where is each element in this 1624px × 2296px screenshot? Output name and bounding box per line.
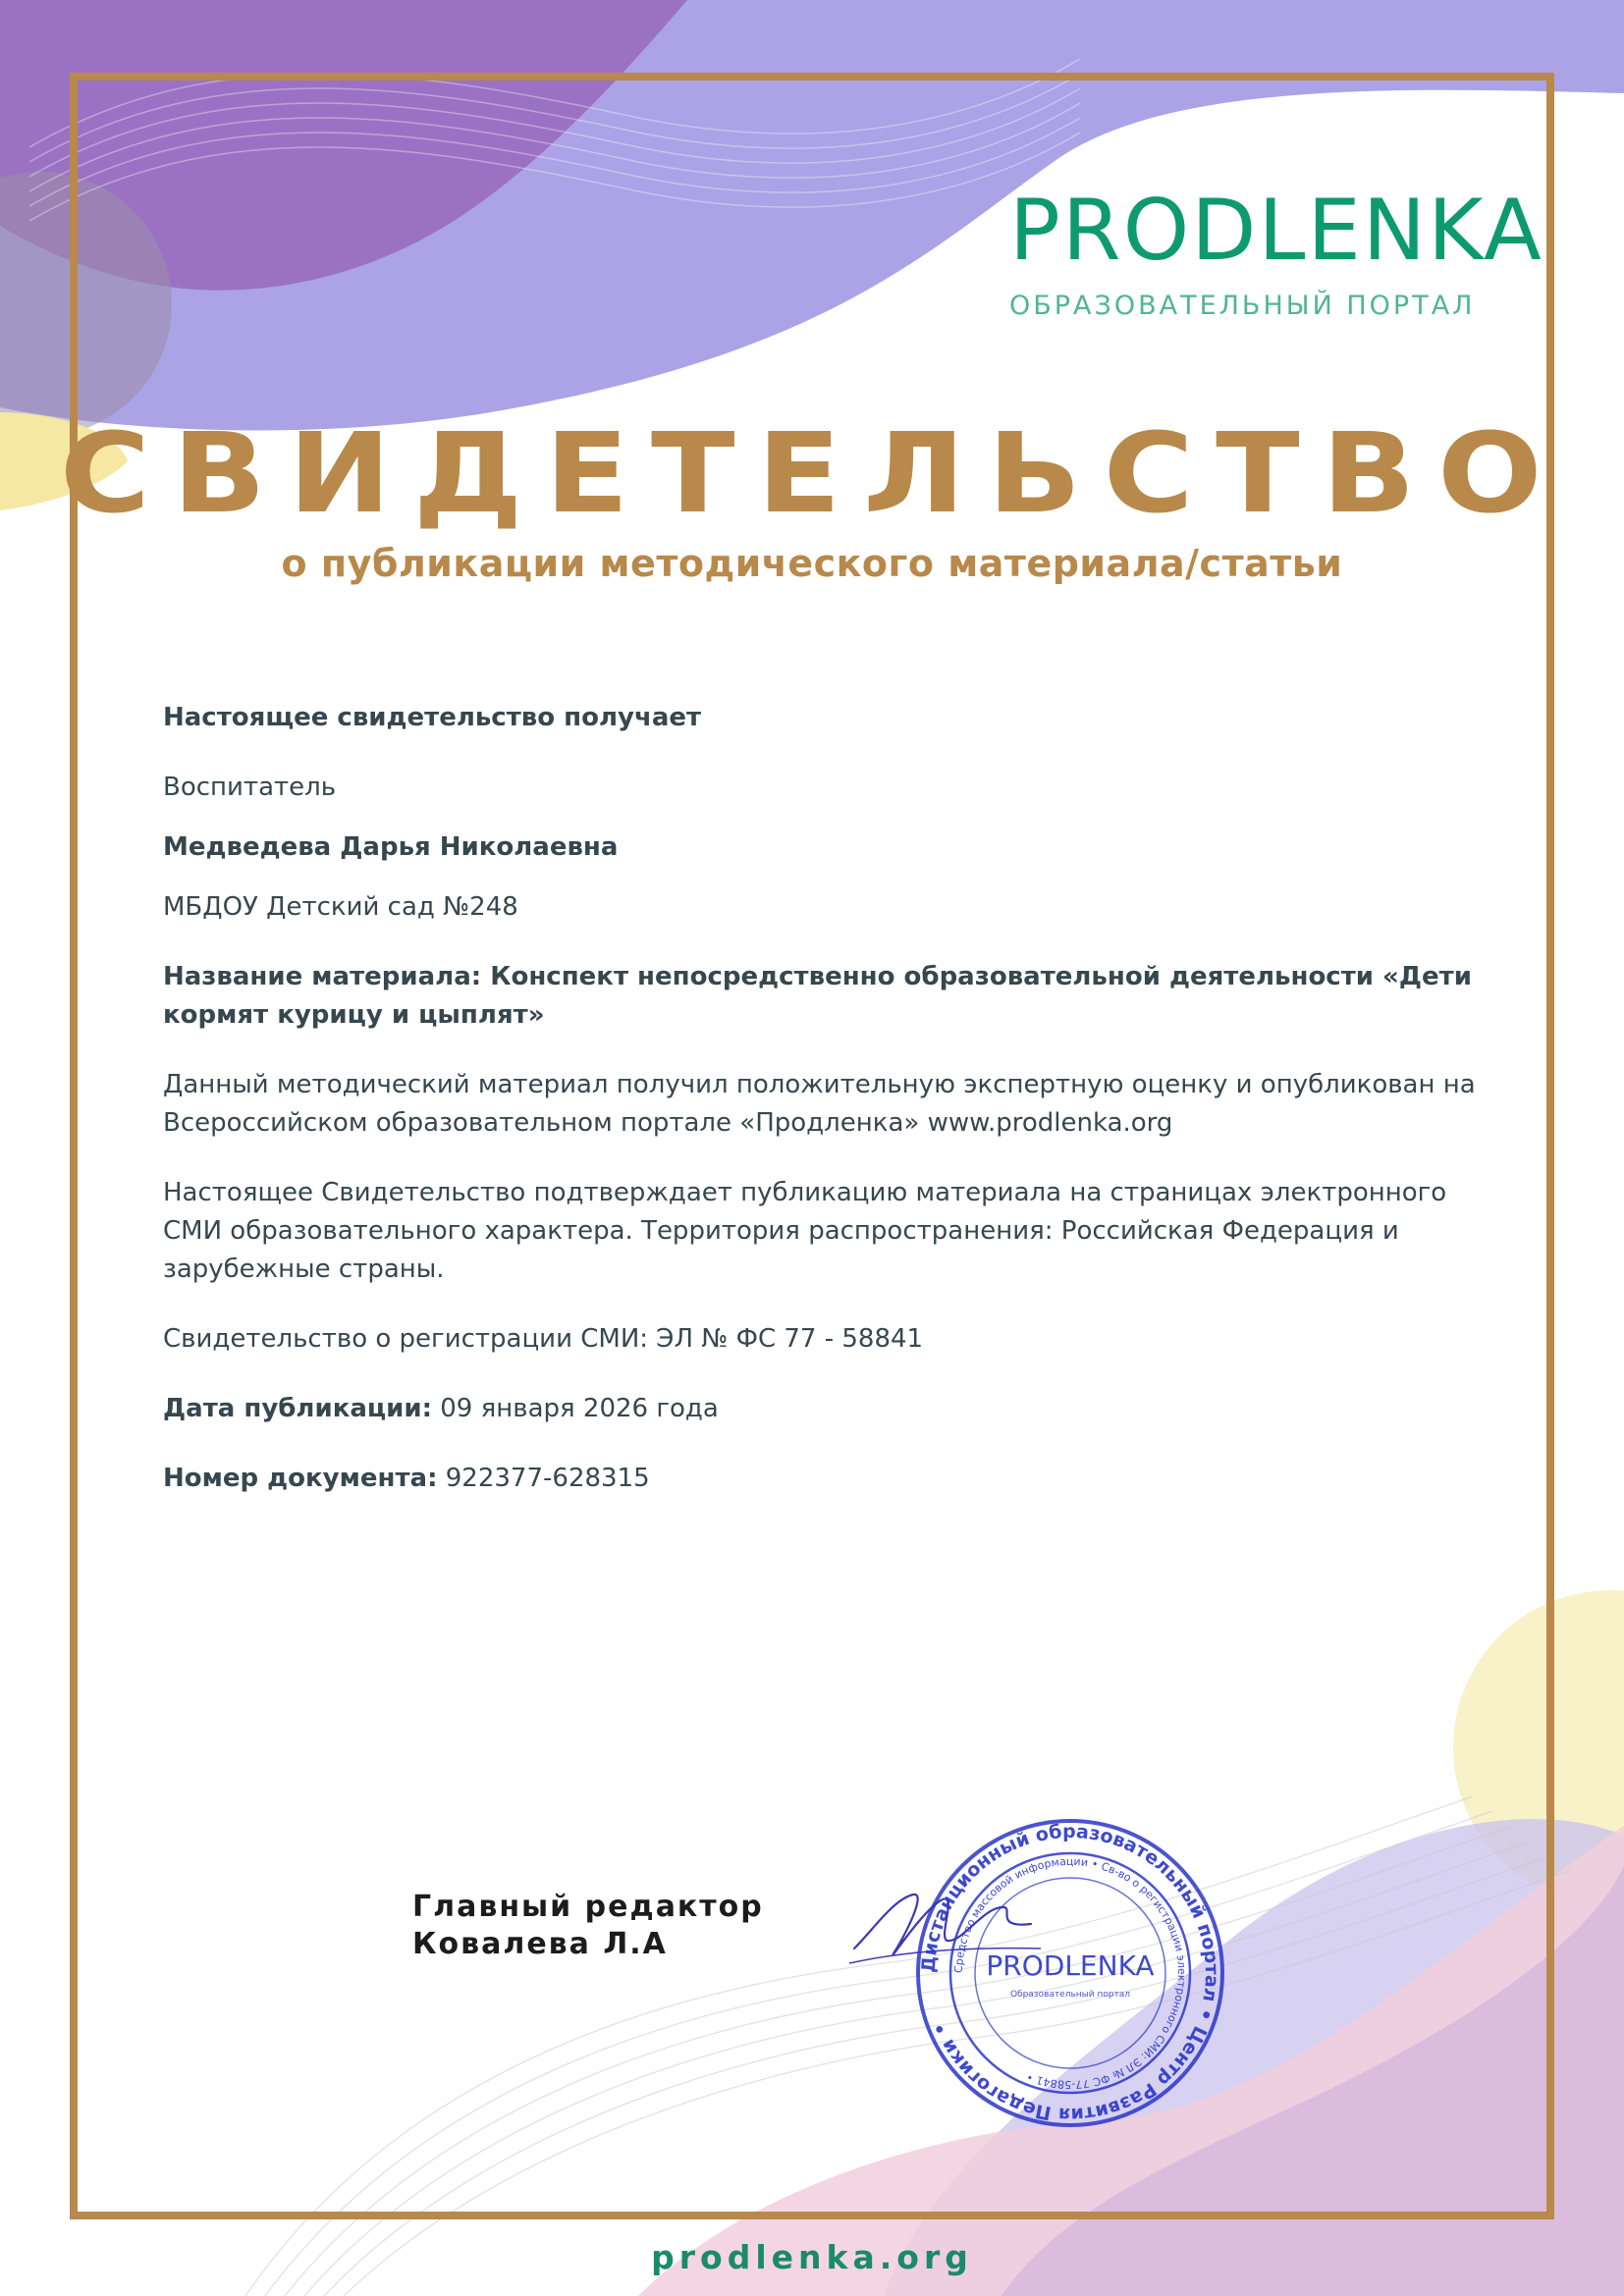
confirmation-text: Настоящее Свидетельство подтверждает публикацию материала на страницах электронного СМИ образовательного характера. Территория распространения: Российская Федерация и зарубежные страны. <box>163 1178 1447 1284</box>
stamp-inner-text: Средство массовой информации • Св-во о регистрации электронного СМИ: ЭЛ № ФС 77-58841 • <box>951 1854 1189 2092</box>
material-title-block <box>163 958 1479 1035</box>
stamp-center-sub: Образовательный портал <box>1009 1990 1131 2000</box>
recipient-organization: МБДОУ Детский сад №248 <box>163 892 518 922</box>
editor-role: Главный редактор <box>412 1890 764 1924</box>
prodlenka-logo <box>1009 182 1543 321</box>
logo-brand: PRODLENKA <box>1009 182 1543 280</box>
registration-text: Свидетельство о регистрации СМИ: ЭЛ № ФС 77 - 58841 <box>163 1324 924 1354</box>
certificate-body <box>163 699 1479 1498</box>
document-number-label: Номер документа: <box>163 1464 438 1493</box>
editor-block <box>412 1889 764 1963</box>
certificate-subtitle: о публикации методического материала/статьи <box>281 542 1343 585</box>
material-label: Название материала: <box>163 962 482 991</box>
official-stamp <box>913 1816 1227 2130</box>
publication-date-label: Дата публикации: <box>163 1394 432 1423</box>
recipient-position: Воспитатель <box>163 773 337 802</box>
document-number-line <box>163 1460 1479 1498</box>
recipient-intro: Настоящее свидетельство получает <box>163 703 702 732</box>
editor-name: Ковалева Л.А <box>412 1927 668 1961</box>
certificate-title: СВИДЕТЕЛЬСТВО <box>59 410 1565 538</box>
logo-tagline: ОБРАЗОВАТЕЛЬНЫЙ ПОРТАЛ <box>1009 291 1476 321</box>
publication-date: 09 января 2026 года <box>440 1394 719 1423</box>
material-title: Конспект непосредственно образовательной деятельности «Дети кормят курицу и цыплят» <box>163 962 1472 1030</box>
publication-date-line <box>163 1390 1479 1428</box>
recipient-name: Медведева Дарья Николаевна <box>163 832 619 862</box>
expert-assessment-text: Данный методический материал получил положительную экспертную оценку и опубликован на Всероссийском образовательном портале «Продленка» www.prodlenka.org <box>163 1070 1476 1138</box>
footer-url: prodlenka.org <box>651 2238 973 2276</box>
stamp-center-brand: PRODLENKA <box>986 1949 1155 1982</box>
stamp-outer-text: Дистанционный образовательный портал • Центр Развития Педагогики • <box>917 1820 1223 2126</box>
document-number: 922377-628315 <box>445 1464 650 1493</box>
